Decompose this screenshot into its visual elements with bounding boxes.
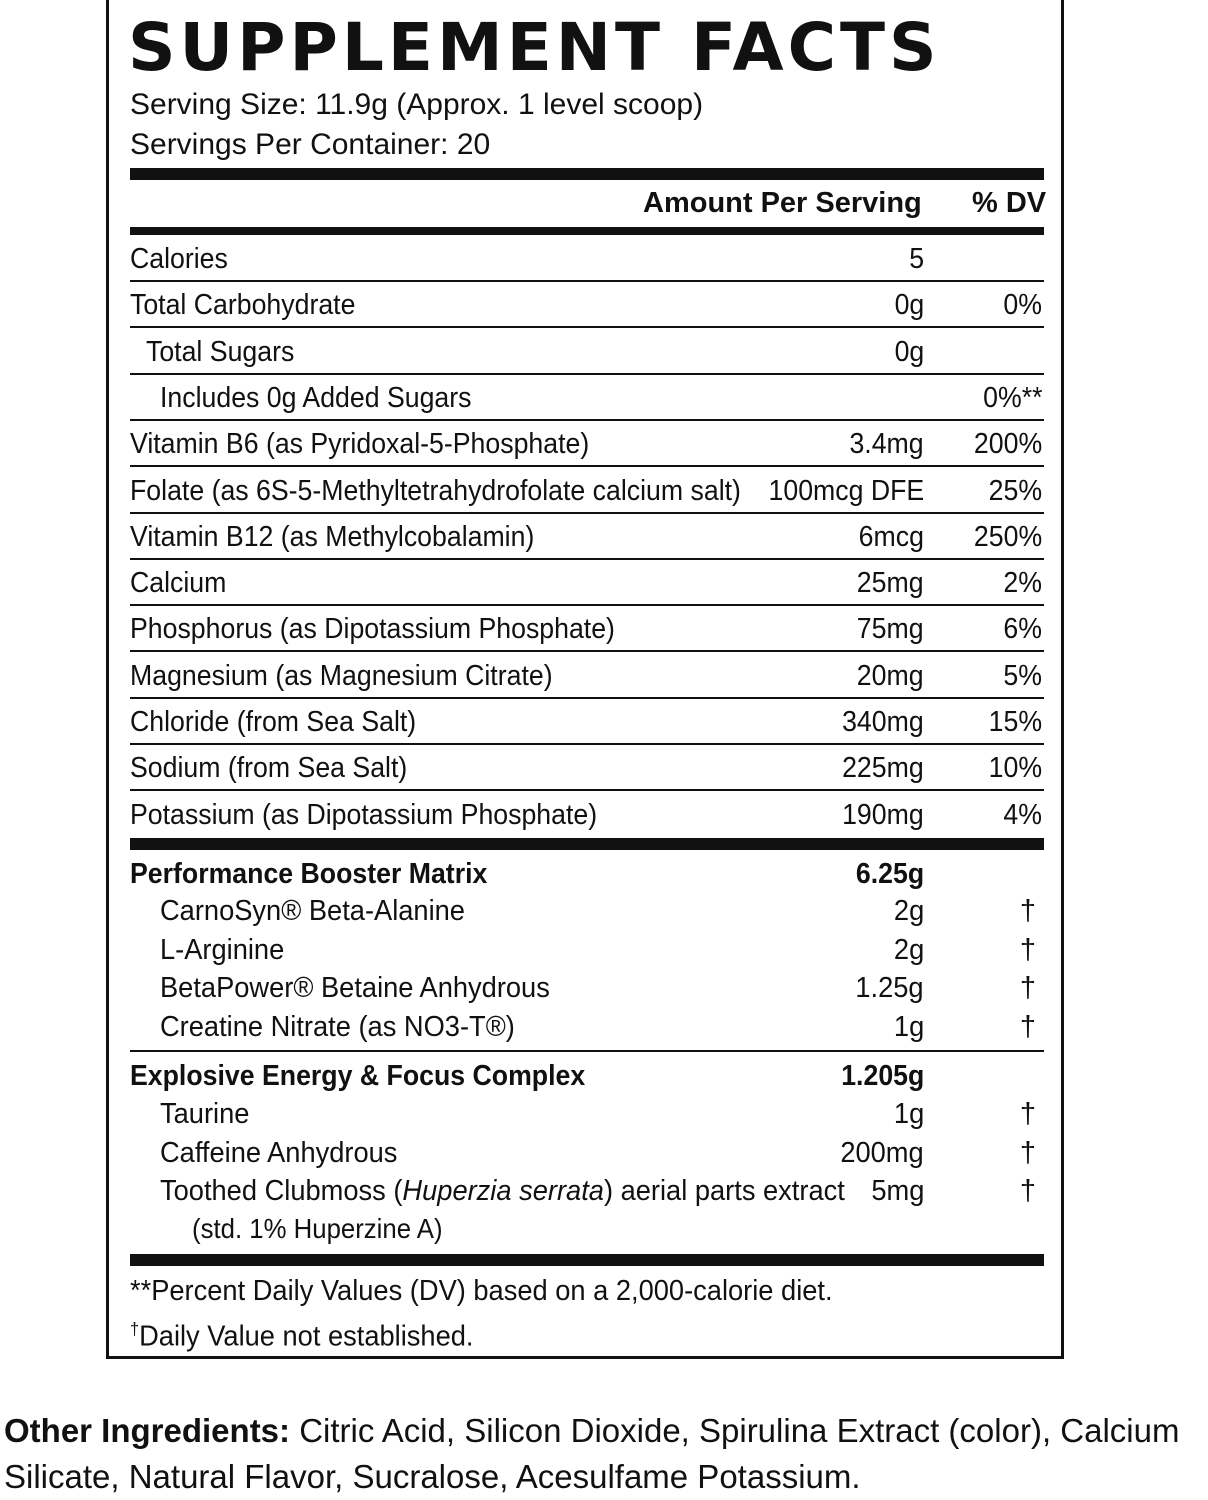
nutrient-row — [130, 421, 1042, 467]
dagger-mark: † — [1019, 972, 1036, 1004]
servings-per-container: Servings Per Container: 20 — [130, 128, 491, 161]
ingredient-row — [130, 931, 1042, 969]
nutrient-amount: 190mg — [842, 798, 924, 831]
nutrient-dv: 10% — [988, 752, 1042, 785]
nutrient-row — [130, 514, 1042, 560]
blend-header — [130, 854, 1042, 894]
nutrient-dv: 6% — [1003, 613, 1042, 646]
ingredient-amount: 5mg — [870, 1175, 924, 1207]
divider-thick — [130, 1254, 1044, 1266]
nutrient-dv: 4% — [1003, 798, 1042, 831]
ingredient-amount: 1g — [893, 1010, 924, 1043]
ingredient-name: Toothed Clubmoss (Huperzia serrata) aerial parts extract — [160, 1175, 845, 1207]
ingredient-row — [130, 1134, 1042, 1172]
other-ingredients — [4, 1408, 1204, 1500]
divider-thick — [130, 168, 1044, 180]
nutrient-name: Vitamin B12 (as Methylcobalamin) — [130, 520, 535, 553]
dv-footnote: **Percent Daily Values (DV) based on a 2,000-calorie diet. — [130, 1275, 833, 1307]
nutrient-amount: 340mg — [842, 706, 924, 738]
ingredient-amount: 200mg — [840, 1136, 924, 1169]
dagger-mark: † — [1019, 1098, 1036, 1130]
divider-thick — [130, 838, 1044, 850]
ingredient-row — [130, 1008, 1042, 1046]
nutrient-row — [130, 699, 1042, 745]
nutrient-row — [130, 653, 1042, 699]
nutrient-name: Potassium (as Dipotassium Phosphate) — [130, 798, 598, 831]
blend-amount: 1.205g — [840, 1060, 924, 1092]
nutrient-name: Vitamin B6 (as Pyridoxal-5-Phosphate) — [130, 428, 590, 461]
nutrient-dv: 0% — [1003, 289, 1042, 322]
nutrient-row — [130, 282, 1042, 328]
nutrient-amount: 20mg — [857, 659, 924, 692]
ingredient-row — [130, 1172, 1042, 1244]
ingredient-name: Caffeine Anhydrous — [160, 1136, 398, 1169]
nutrient-name: Total Carbohydrate — [130, 289, 356, 322]
serving-size: Serving Size: 11.9g (Approx. 1 level scoop) — [130, 88, 704, 121]
nutrient-amount: 6mcg — [858, 520, 924, 553]
blend-header — [130, 1056, 1042, 1096]
nutrient-dv: 250% — [973, 520, 1042, 553]
ingredient-name: BetaPower® Betaine Anhydrous — [160, 972, 550, 1004]
nutrient-amount: 75mg — [857, 613, 924, 646]
nutrient-dv: 200% — [973, 428, 1042, 461]
dagger-mark: † — [1019, 1175, 1036, 1207]
nutrient-row — [130, 560, 1042, 606]
nutrient-dv: 0%** — [982, 381, 1042, 414]
nutrient-name: Phosphorus (as Dipotassium Phosphate) — [130, 613, 615, 646]
nutrient-amount: 0g — [894, 335, 924, 368]
nutrient-name: Includes 0g Added Sugars — [160, 381, 472, 414]
nutrient-amount: 5 — [909, 243, 924, 275]
nutrient-dv: 2% — [1003, 567, 1042, 600]
other-ingredients-list: Citric Acid, Silicon Dioxide, Spirulina Extract (color), Calcium Silicate, Natural Flavor, Sucralose, Acesulfame Potassium. — [4, 1412, 1180, 1495]
ingredient-row — [130, 969, 1042, 1007]
dagger-mark: † — [1019, 1136, 1036, 1169]
divider-medium — [130, 227, 1044, 235]
ingredient-name: L-Arginine — [160, 933, 285, 966]
ingredient-name: Taurine — [160, 1098, 250, 1130]
ingredient-name: CarnoSyn® Beta-Alanine — [160, 895, 465, 927]
nutrient-amount: 25mg — [857, 567, 924, 600]
dagger-mark: † — [1019, 933, 1036, 966]
nutrient-amount: 0g — [894, 289, 924, 322]
nutrient-dv: 15% — [988, 706, 1042, 738]
ingredient-amount: 2g — [893, 895, 924, 927]
ingredient-row — [130, 892, 1042, 930]
nutrient-name: Calories — [130, 243, 228, 275]
nutrient-row — [130, 329, 1042, 375]
nutrient-name: Magnesium (as Magnesium Citrate) — [130, 659, 553, 692]
nutrient-row — [130, 236, 1042, 282]
blend-name: Performance Booster Matrix — [130, 858, 488, 890]
dv-header: % DV — [972, 187, 1047, 219]
nutrient-row — [130, 375, 1042, 421]
nutrient-name: Sodium (from Sea Salt) — [130, 752, 408, 785]
ingredient-amount: 2g — [893, 933, 924, 966]
nutrient-name: Chloride (from Sea Salt) — [130, 706, 417, 738]
ingredient-row — [130, 1095, 1042, 1133]
nutrient-amount: 3.4mg — [849, 428, 924, 461]
nutrient-row — [130, 745, 1042, 791]
blend-amount: 6.25g — [855, 858, 924, 890]
blend-name: Explosive Energy & Focus Complex — [130, 1060, 586, 1092]
dagger-mark: † — [1019, 895, 1036, 927]
amount-per-serving-header: Amount Per Serving — [643, 187, 922, 219]
panel-title: SUPPLEMENT FACTS — [128, 9, 941, 86]
dagger-footnote: †Daily Value not established. — [130, 1319, 474, 1353]
other-ingredients-label: Other Ingredients: — [4, 1412, 291, 1449]
nutrient-dv: 25% — [988, 474, 1042, 507]
ingredient-standardization: (std. 1% Huperzine A) — [192, 1213, 443, 1244]
nutrient-name: Calcium — [130, 567, 227, 600]
nutrient-amount: 225mg — [842, 752, 924, 785]
divider-thin — [130, 1050, 1044, 1052]
ingredient-amount: 1g — [893, 1098, 924, 1130]
nutrient-row — [130, 792, 1042, 838]
ingredient-amount: 1.25g — [855, 972, 924, 1004]
nutrient-name: Total Sugars — [146, 335, 295, 368]
nutrient-dv: 5% — [1003, 659, 1042, 692]
nutrient-row — [130, 468, 1042, 514]
nutrient-row — [130, 606, 1042, 652]
ingredient-name: Creatine Nitrate (as NO3-T®) — [160, 1010, 515, 1043]
nutrient-amount: 100mcg DFE — [768, 474, 924, 507]
dagger-mark: † — [1019, 1010, 1036, 1043]
nutrient-name: Folate (as 6S-5-Methyltetrahydrofolate calcium salt) — [130, 474, 741, 507]
